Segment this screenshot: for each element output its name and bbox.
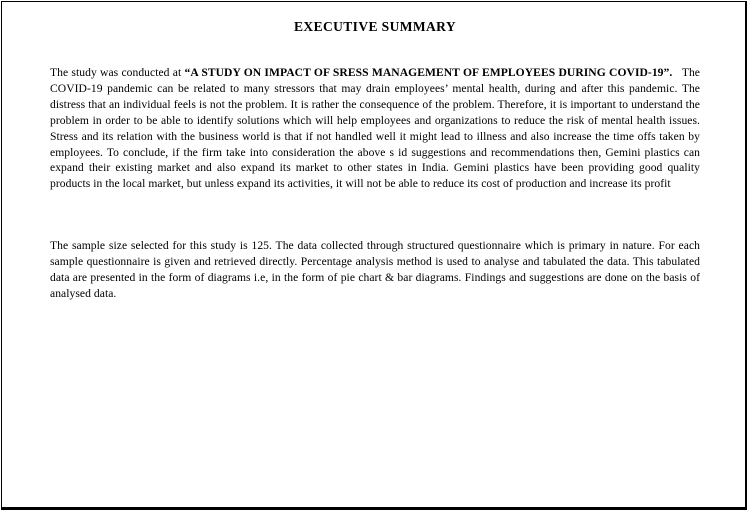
paragraph-body: The COVID-19 pandemic can be related to many stressors that may drain employees’ mental health, during and after this pandemic. The distress that an individual feels is not the problem. It is rather the consequence of the problem. Therefore, it is important to understand the problem in order to be able to identify solutions which will help employees and organizations to reduce the risk of mental health issues. Stress and its relation with the business world is that if not handled well it might lead to illness and also increase the time offs taken by employees. To conclude, if the firm take into consideration the above s id suggestions and recommendations then, Gemini plastics can expand their existing market and also expand its market to other states in India. Gemini plastics have been providing good quality products in the local market, but unless expand its activities, it will not be able to reduce its cost of production and increase its profit [50,66,703,191]
summary-paragraph-1 [50,65,703,192]
study-title: “A STUDY ON IMPACT OF SRESS MANAGEMENT OF EMPLOYEES DURING COVID-19”. [184,66,673,79]
summary-paragraph-2: The sample size selected for this study is 125. The data collected through structured questionnaire which is primary in nature. For each sample questionnaire is given and retrieved directly. Percentage analysis method is used to analyse and tabulated the data. This tabulated data are presented in the form of diagrams i.e, in the form of pie chart & bar diagrams. Findings and suggestions are done on the basis of analysed data. [50,239,700,300]
page-title: EXECUTIVE SUMMARY [294,19,456,34]
paragraph-intro: The study was conducted at [50,66,185,79]
